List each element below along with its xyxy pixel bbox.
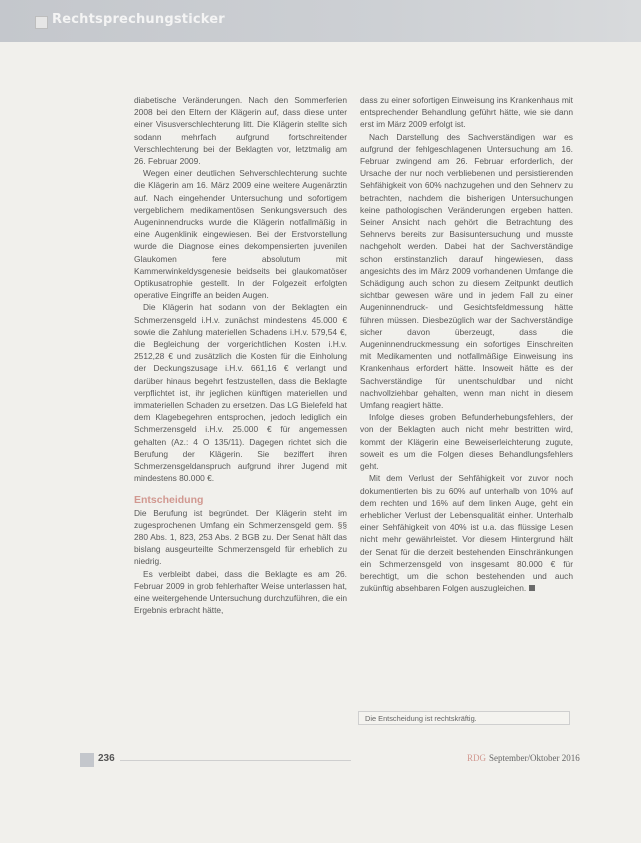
footer-marker xyxy=(80,753,94,767)
paragraph: diabetische Veränderungen. Nach den Sommerferien 2008 bei den Eltern der Klägerin auf, dass diese unter einer Visusverschlechterung litt. Die Klägerin stellte sich sodann mehrfach aufgrund fortschreitender Verschlechterung bei der Beklagten vor, letztmalig am 26. Februar 2009. xyxy=(134,95,347,167)
page-number: 236 xyxy=(98,753,115,764)
paragraph: Wegen einer deutlichen Sehverschlechterung suchte die Klägerin am 16. März 2009 eine weitere Augenärztin auf. Nach eingehender Untersuchung und sofortigem vergeblichem medikamentösen Senkungsversuch des Augeninnendrucks wurde die Klägerin notfallmäßig in eine Augenklinik eingewiesen. Bei der Erstvorstellung wurde die Diagnose eines dekompensierten juvenilen Glaukomen fere absolutum mit Kammerwinkeldysgenesie beidseits bei glaukomatöser Optikusatrophie gestellt. In der Folgezeit erfolgten operative Eingriffe an beiden Augen. xyxy=(134,168,347,301)
footer-rule xyxy=(120,760,351,761)
left-column xyxy=(134,94,347,616)
paragraph: Infolge dieses groben Befunderhebungsfehlers, der von der Beklagten auch nicht mehr bestritten wird, kommt der Klägerin eine Beweiserleichterung zugute, soweit es um die Folgen dieses Behandlungsfehlers geht. xyxy=(360,412,573,472)
paragraph: Die Klägerin hat sodann von der Beklagten ein Schmerzensgeld i.H.v. zunächst mindestens 45.000 € sowie die Zahlung materiellen Schadens i.H.v. 579,54 €, die Begleichung der vorgerichtlichen Kosten i.H.v. 2512,28 € und zusätzlich die Kosten für die Einholung der Deckungszusage i.H.v. 661,16 € verlangt und darüber hinaus begehrt festzustellen, dass die Beklagte verpflichtet ist, ihr jeglichen künftigen materiellen und immateriellen Schaden zu ersetzen. Das LG Bielefeld hat dem Klagebegehren entsprochen, jedoch lediglich ein Schmerzensgeld i.H.v. 25.000 € für angemessen gehalten (Az.: 4 O 135/11). Dagegen richtet sich die Berufung der Klägerin. Sie beziffert ihren Schmerzensgeldanspruch aufgrund ihrer Jugend mit mindestens 80.000 €. xyxy=(134,302,347,484)
paragraph-last xyxy=(360,472,573,594)
paragraph: Die Berufung ist begründet. Der Klägerin steht im zugesprochenen Umfang ein Schmerzensgeld gem. §§ 280 Abs. 1, 823, 253 Abs. 2 BGB zu. Der Senat hält das bislang ausgeurteilte Schmerzensgeld für erheblich zu niedrig. xyxy=(134,507,347,567)
paragraph: Es verbleibt dabei, dass die Beklagte es am 26. Februar 2009 in grob fehlerhafter Weise unterlassen hat, eine weitergehende Untersuchung durchzuführen, die ein Ergebnis erbracht hätte, xyxy=(134,568,347,616)
paragraph: Nach Darstellung des Sachverständigen war es aufgrund der fehlgeschlagenen Untersuchung am 16. Februar zwingend am 26. Februar erforderlich, der Ursache der nur noch verbliebenen und persistierenden Sehfähigkeit von 60% nachzugehen und den Sehnerv zu betrachten, nachdem die bisherigen Untersuchungen keine pathologischen Veränderungen ergeben hatten. Seiner Ansicht nach gehört die Betrachtung des Sehnervs bereits zur Basisuntersuchung und musste nachgeholt werden. Dabei hat der Sachverständige schon erstinstanzlich darauf hingewiesen, dass angesichts des im März 2009 vorhandenen Umfange die Schädigung auch schon zu diesem Zeitpunkt deutlich sichtbar gewesen wäre und in jedem Fall zu einer Augeninnendruck- und Gesichtsfeldmessung hätte führen müssen. Diesbezüglich war der Sachverständige sicher davon überzeugt, dass die Augeninnendruckmessung ein sofortiges Einschreiten mit Medikamenten und notfallmäßige Einweisung ins Krankenhaus erfordert hätte. Insoweit hätte es der Sachverständige für unentschuldbar und nicht nachvollziehbar gehalten, wenn man nicht in diesem Umfang reagiert hätte. xyxy=(360,131,573,411)
section-heading: Entscheidung xyxy=(134,493,204,506)
journal-name: RDG xyxy=(467,753,487,763)
note-box: Die Entscheidung ist rechtskräftig. xyxy=(358,711,570,725)
header-square-icon xyxy=(35,16,48,29)
paragraph: dass zu einer sofortigen Einweisung ins Krankenhaus mit entsprechender Behandlung geführt hätte, wie sie dann erst im März 2009 erfolgt ist. xyxy=(360,95,573,130)
header-band xyxy=(0,0,641,42)
section-title: Rechtsprechungsticker xyxy=(52,12,225,27)
footer-issue-line xyxy=(467,753,580,763)
end-of-article-square-icon xyxy=(529,585,535,591)
issue-date: September/Oktober 2016 xyxy=(489,753,580,763)
paragraph-text: Mit dem Verlust der Sehfähigkeit vor zuvor noch dokumentierten bis zu 60% auf unterhalb von 10% auf dem rechten und 16% auf dem linken Auge, geht ein erheblicher Verlust der Lebensqualität einher. Unterhalb einer Sehfähigkeit von 40% ist u.a. das flüssige Lesen nicht mehr gewährleistet. Vor diesem Hintergrund hält der Senat für die derzeit bestehenden Einschränkungen ein Schmerzensgeld von insgesamt 80.000 € für berechtigt, um die schon bestehenden und auch zukünftig absehbaren Folgen auszugleichen. xyxy=(360,473,573,594)
right-column xyxy=(360,94,573,594)
